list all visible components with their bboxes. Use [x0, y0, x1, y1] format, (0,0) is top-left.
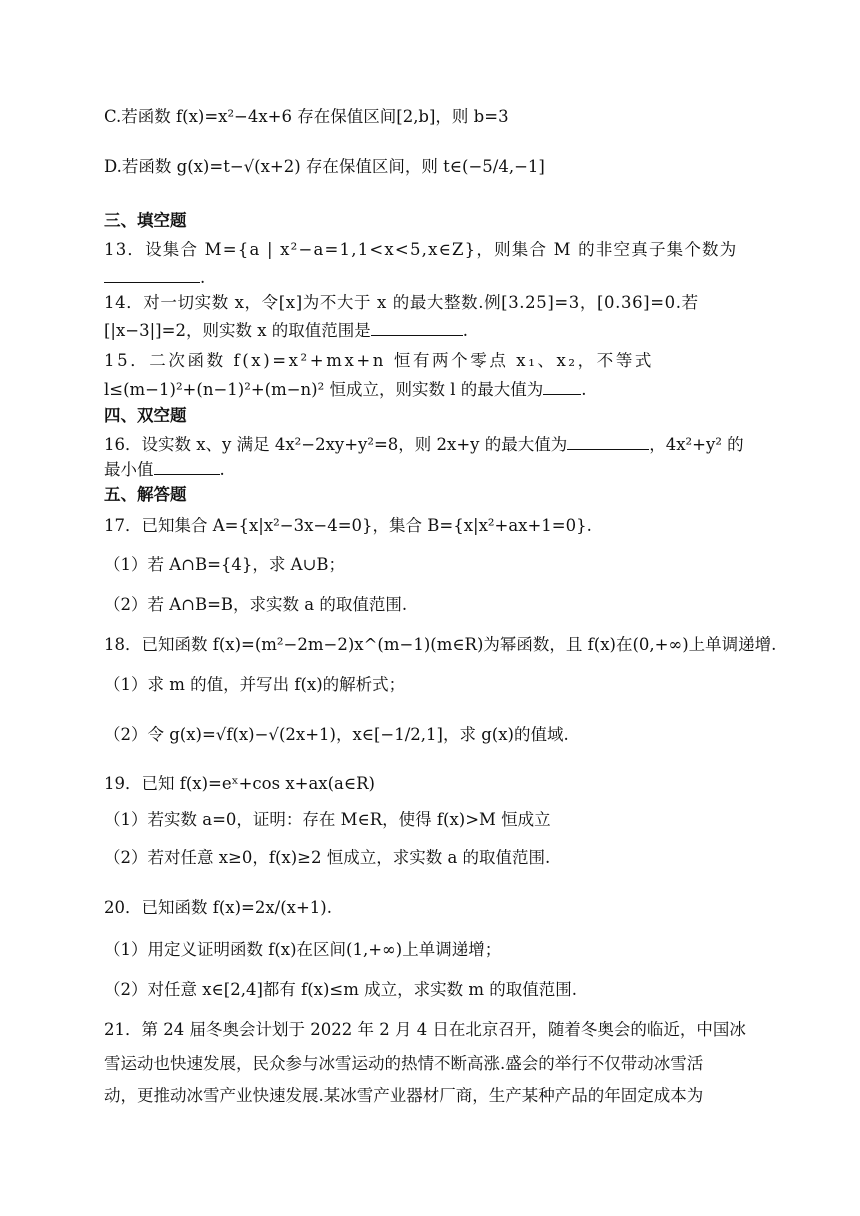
question-19: [104, 772, 375, 796]
answer-blank[interactable]: [104, 266, 200, 283]
question-19-part2: [104, 846, 550, 870]
question-19-part1: [104, 808, 551, 832]
section-title: 五、解答题: [104, 485, 187, 504]
question-21-line2: [104, 1052, 703, 1076]
section-title: 三、填空题: [104, 211, 187, 230]
section-fill-in: [104, 209, 187, 233]
question-20: [104, 896, 332, 920]
answer-blank[interactable]: [154, 458, 220, 475]
option-c-text: C.若函数 f(x)=x²−4x+6 存在保值区间[2,b]，则 b=3: [104, 107, 509, 126]
question-17-part1: [104, 553, 345, 577]
question-text: 16．设实数 x、y 满足 4x²−2xy+y²=8，则 2x+y 的最大值为: [104, 435, 568, 454]
question-text: 动，更推动冰雪产业快速发展.某冰雪产业器材厂商，生产某种产品的年固定成本为: [104, 1086, 704, 1105]
question-text: （1）若 A∩B={4}，求 A∪B；: [104, 555, 346, 574]
question-21-line3: [104, 1084, 703, 1108]
answer-blank[interactable]: [543, 378, 581, 395]
question-text: 最小值: [104, 460, 154, 479]
question-text: （1）若实数 a=0，证明：存在 M∈R，使得 f(x)>M 恒成立: [104, 810, 551, 829]
question-text: 18．已知函数 f(x)=(m²−2m−2)x^(m−1)(m∈R)为幂函数，且 f(x)在(0,+∞)上单调递增.: [104, 635, 777, 654]
question-text: （2）若对任意 x≥0，f(x)≥2 恒成立，求实数 a 的取值范围.: [104, 848, 551, 867]
option-c: [104, 105, 509, 129]
option-d: [104, 155, 545, 179]
option-d-text: D.若函数 g(x)=t−√(x+2) 存在保值区间，则 t∈(−5/4,−1]: [104, 157, 545, 176]
question-13: [104, 238, 737, 262]
question-text: （2）令 g(x)=√f(x)−√(2x+1)，x∈[−1/2,1]，求 g(x)的值域.: [104, 725, 569, 744]
question-text: l≤(m−1)²+(n−1)²+(m−n)² 恒成立，则实数 l 的最大值为: [104, 380, 544, 399]
section-double-blank: [104, 404, 187, 428]
question-text: （1）求 m 的值，并写出 f(x)的解析式；: [104, 675, 406, 694]
question-14-line2: [|x−3|]=2，则实数 x 的取值范围是 .: [104, 321, 468, 340]
section-title: 四、双空题: [104, 406, 187, 425]
question-text: 17．已知集合 A={x|x²−3x−4=0}，集合 B={x|x²+ax+1=0}.: [104, 516, 592, 535]
question-text: ，4x²+y² 的: [649, 435, 744, 454]
question-15-line2: l≤(m−1)²+(n−1)²+(m−n)² 恒成立，则实数 l 的最大值为 .: [104, 380, 587, 399]
question-text: （1）用定义证明函数 f(x)在区间(1,+∞)上单调递增；: [104, 940, 502, 959]
question-text: 13．设集合 M={a | x²−a=1,1<x<5,x∈Z}，则集合 M 的非空真子集个数为: [104, 240, 738, 259]
section-solutions: [104, 483, 187, 507]
question-text: （2）对任意 x∈[2,4]都有 f(x)≤m 成立，求实数 m 的取值范围.: [104, 980, 578, 999]
question-14: [104, 291, 699, 315]
question-text: .: [200, 268, 206, 287]
question-text: 20．已知函数 f(x)=2x/(x+1).: [104, 898, 332, 917]
question-text: 21．第 24 届冬奥会计划于 2022 年 2 月 4 日在北京召开，随着冬奥会的临近，中国冰: [104, 1020, 746, 1039]
question-18-part2: [104, 723, 569, 747]
question-text: （2）若 A∩B=B，求实数 a 的取值范围.: [104, 595, 408, 614]
question-16: [104, 433, 744, 457]
question-17-part2: [104, 593, 407, 617]
question-18-part1: [104, 673, 405, 697]
answer-blank[interactable]: [371, 319, 463, 336]
question-20-part2: [104, 978, 577, 1002]
question-text: 14．对一切实数 x，令[x]为不大于 x 的最大整数.例[3.25]=3，[0.36]=0.若: [104, 293, 699, 312]
question-13-blank-line: [104, 266, 205, 290]
question-text: [|x−3|]=2，则实数 x 的取值范围是: [104, 321, 371, 340]
question-21: [104, 1018, 746, 1042]
answer-blank[interactable]: [567, 433, 649, 450]
question-17: [104, 514, 592, 538]
question-text: 15．二次函数 f(x)=x²+mx+n 恒有两个零点 x₁、x₂，不等式: [104, 351, 655, 370]
question-text: 雪运动也快速发展，民众参与冰雪运动的热情不断高涨.盛会的举行不仅带动冰雪活: [104, 1054, 704, 1073]
question-18: [104, 633, 776, 657]
question-15: [104, 349, 654, 373]
question-20-part1: [104, 938, 501, 962]
question-text: 19．已知 f(x)=eˣ+cos x+ax(a∈R): [104, 774, 375, 793]
question-16-line2: 最小值 .: [104, 460, 225, 479]
